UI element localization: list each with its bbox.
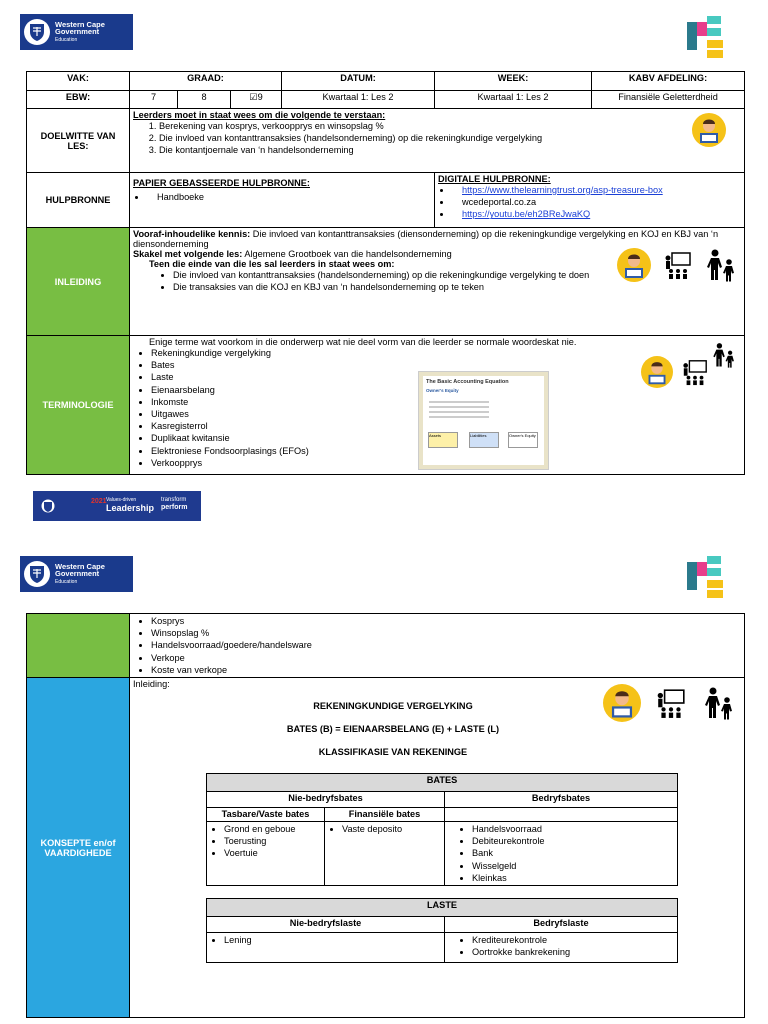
banner-crest-icon <box>41 499 55 513</box>
term-item: • Verkoopprys <box>151 457 741 469</box>
konsepte-label: KONSEPTE en/of VAARDIGHEDE <box>27 678 130 1018</box>
wcg-logo <box>20 556 133 592</box>
hulpbronne-label: HULPBRONNE <box>27 173 130 228</box>
nie-bedryfslaste: Nie-bedryfslaste <box>207 917 445 933</box>
inleiding-icons <box>617 248 736 282</box>
classroom-icon <box>663 250 693 280</box>
liability-item: • Krediteurekontrole <box>472 934 674 946</box>
term-item: • Kasregisterrol <box>151 420 741 432</box>
reading-student-icon <box>692 113 726 147</box>
term-item: • Elektroniese Fondsoorplasings (EFOs) <box>151 445 741 457</box>
banner-line4: perform <box>161 504 188 511</box>
skakel-text: Algemene Grootboek van die handelsonderneming <box>242 249 452 259</box>
parent-child-icon <box>706 248 736 282</box>
banner-line2: Leadership <box>106 503 155 513</box>
digitale-cell <box>435 173 745 228</box>
bates-title: BATES <box>207 774 678 792</box>
term-item: • Verkope <box>151 652 741 664</box>
heading-rekeningkundige: REKENINGKUNDIGE VERGELYKING <box>313 701 473 712</box>
bedryf-laste-list <box>445 933 678 963</box>
lesson-plan-table-cont <box>26 613 745 1018</box>
digitale-title: DIGITALE HULPBRONNE: <box>438 174 551 184</box>
image-box-equity: Owner's Equity <box>508 432 538 448</box>
doelwitte-label: DOELWITTE VAN LES: <box>27 109 130 173</box>
treasure-box-link[interactable]: https://www.thelearningtrust.org/asp-treasure-box <box>462 185 663 195</box>
asset-item: • Bank <box>472 847 674 859</box>
teen-text: Teen die einde van die les sal leerders in staat wees om: <box>149 259 395 269</box>
terminologie-intro: Enige terme wat voorkom in die onderwerp wat nie deel vorm van die leerder se normale woordeskat nie. <box>149 337 577 347</box>
datum-value: Kwartaal 1: Les 2 <box>282 91 435 109</box>
classroom-icon <box>681 358 709 386</box>
logo-line2: Government <box>55 569 100 579</box>
doelwitte-intro: Leerders moet in staat wees om die volgende te verstaan: <box>133 110 386 120</box>
bedryfsbates-blank <box>445 808 678 822</box>
laste-table <box>206 898 678 963</box>
term-item: • Duplikaat kwitansie <box>151 432 741 444</box>
tasbare-bates: Tasbare/Vaste bates <box>207 808 325 822</box>
banner-line3: transform <box>161 497 187 503</box>
term-item: • Kosprys <box>151 615 741 627</box>
laste-title: LASTE <box>207 899 678 917</box>
asset-item: • Kleinkas <box>472 872 674 884</box>
term-item: • Koste van verkope <box>151 664 741 676</box>
vooraf-text: Die invloed van kontanttransaksies (diensonderneming) op die rekeningkundige vergelyking en KOJ en KBJ van ‘n diensonderneming <box>133 229 719 249</box>
heading-klassifikasie: KLASSIFIKASIE VAN REKENINGE <box>318 747 468 758</box>
terminologie-cont-label <box>27 614 130 678</box>
image-title: The Basic Accounting Equation <box>426 379 509 385</box>
inleiding-cell <box>130 228 745 336</box>
skakel-label: Skakel met volgende les: <box>133 249 243 259</box>
crest-icon <box>24 561 50 587</box>
finansiele-bates: Finansiële bates <box>325 808 445 822</box>
reading-student-icon <box>617 248 651 282</box>
mes-logo-icon <box>682 548 732 602</box>
grade-8: 8 <box>178 91 231 109</box>
header-datum: DATUM: <box>282 72 435 91</box>
inleiding-item: • Die invloed van kontanttransaksies (handelsonderneming) op die rekeningkundige vergelyking te doen <box>173 269 603 281</box>
konsepte-cell <box>130 678 745 1018</box>
header-graad: GRAAD: <box>130 72 282 91</box>
nie-bedryfsbates: Nie-bedryfsbates <box>207 792 445 808</box>
image-box-assets: Assets <box>428 432 458 448</box>
grade-9-checked: ☑9 <box>231 91 282 109</box>
terminologie-label: TERMINOLOGIE <box>27 336 130 475</box>
term-item: • Eienaarsbelang <box>151 384 741 396</box>
doelwitte-cell <box>130 109 745 173</box>
doelwit-item: 2. Die invloed van kontanttransaksies (handelsonderneming) op die rekeningkundige vergelyking <box>159 132 741 144</box>
week-value: Kwartaal 1: Les 2 <box>435 91 592 109</box>
accounting-equation-image <box>418 371 549 470</box>
vak-value: EBW: <box>27 91 130 109</box>
inleiding-label: INLEIDING <box>27 228 130 336</box>
logo-line1: Western Cape <box>55 561 105 571</box>
wced-portal-text: • wcedeportal.co.za <box>452 196 741 208</box>
doelwit-item: 3. Die kontantjoernale van ‘n handelsonderneming <box>159 144 741 156</box>
papier-title: PAPIER GEBASSEERDE HULPBRONNE: <box>133 178 310 188</box>
header-kabv: KABV AFDELING: <box>592 72 745 91</box>
term-item: • Inkomste <box>151 396 741 408</box>
nie-laste-list <box>207 933 445 963</box>
crest-icon <box>24 19 50 45</box>
liability-item: • Oortrokke bankrekening <box>472 946 674 958</box>
doelwit-item: 1. Berekening van kosprys, verkoopprys en winsopslag % <box>159 120 741 132</box>
papier-cell <box>130 173 435 228</box>
terminologie-cell <box>130 336 745 475</box>
bedryfsbates: Bedryfsbates <box>445 792 678 808</box>
asset-item: • Toerusting <box>224 835 321 847</box>
mes-logo-icon <box>682 8 732 62</box>
heading-equation: BATES (B) = EIENAARSBELANG (E) + LASTE (L) <box>286 724 500 735</box>
term-item: • Laste <box>151 371 741 383</box>
parent-child-icon <box>704 686 734 720</box>
finansiele-list <box>325 822 445 886</box>
konsepte-inleiding: Inleiding: <box>133 679 170 690</box>
vooraf-label: Vooraf-inhoudelike kennis: <box>133 229 251 239</box>
bedryf-list <box>445 822 678 886</box>
banner-line1: Values-driven <box>106 497 137 503</box>
term-item: • Bates <box>151 359 741 371</box>
term-item: • Winsopslag % <box>151 627 741 639</box>
term-item: • Uitgawes <box>151 408 741 420</box>
reading-student-icon <box>603 684 641 722</box>
bates-table <box>206 773 678 886</box>
image-box-liabilities: Liabilities <box>469 432 499 448</box>
konsepte-icons <box>603 684 734 722</box>
asset-item: • Vaste deposito <box>342 823 441 835</box>
term-item: • Rekeningkundige vergelyking <box>151 347 741 359</box>
lesson-plan-table <box>26 71 745 475</box>
youtube-link[interactable]: https://youtu.be/eh2BReJwaKQ <box>462 209 591 220</box>
terminologie-cont-cell <box>130 614 745 678</box>
header-vak: VAK: <box>27 72 130 91</box>
asset-item: • Debiteurekontrole <box>472 835 674 847</box>
inleiding-item: • Die transaksies van die KOJ en KBJ van ‘n handelsonderneming op te teken <box>173 281 603 293</box>
logo-line1: Western Cape <box>55 19 105 29</box>
asset-item: • Wisselgeld <box>472 860 674 872</box>
header-week: WEEK: <box>435 72 592 91</box>
logo-line3: Education <box>55 579 78 586</box>
classroom-icon <box>655 687 687 719</box>
grade-7: 7 <box>130 91 178 109</box>
parent-child-icon <box>712 342 736 368</box>
asset-item: • Handelsvoorraad <box>472 823 674 835</box>
terminologie-icons <box>641 342 736 388</box>
asset-item: • Grond en geboue <box>224 823 321 835</box>
logo-line3: Education <box>55 37 78 44</box>
liability-item: • Lening <box>224 934 441 946</box>
bedryfslaste: Bedryfslaste <box>445 917 678 933</box>
papier-item: • Handboeke <box>147 191 431 203</box>
reading-student-icon <box>641 356 673 388</box>
banner-year: 2021 <box>91 498 107 505</box>
kabv-value: Finansiële Geletterdheid <box>592 91 745 109</box>
term-item: • Handelsvoorraad/goedere/handelsware <box>151 639 741 651</box>
logo-line2: Government <box>55 27 100 37</box>
asset-item: • Voertuie <box>224 847 321 859</box>
leadership-banner <box>33 491 201 521</box>
tasbare-list <box>207 822 325 886</box>
image-subtitle: Owner's Equity <box>426 388 459 393</box>
wcg-logo <box>20 14 133 50</box>
